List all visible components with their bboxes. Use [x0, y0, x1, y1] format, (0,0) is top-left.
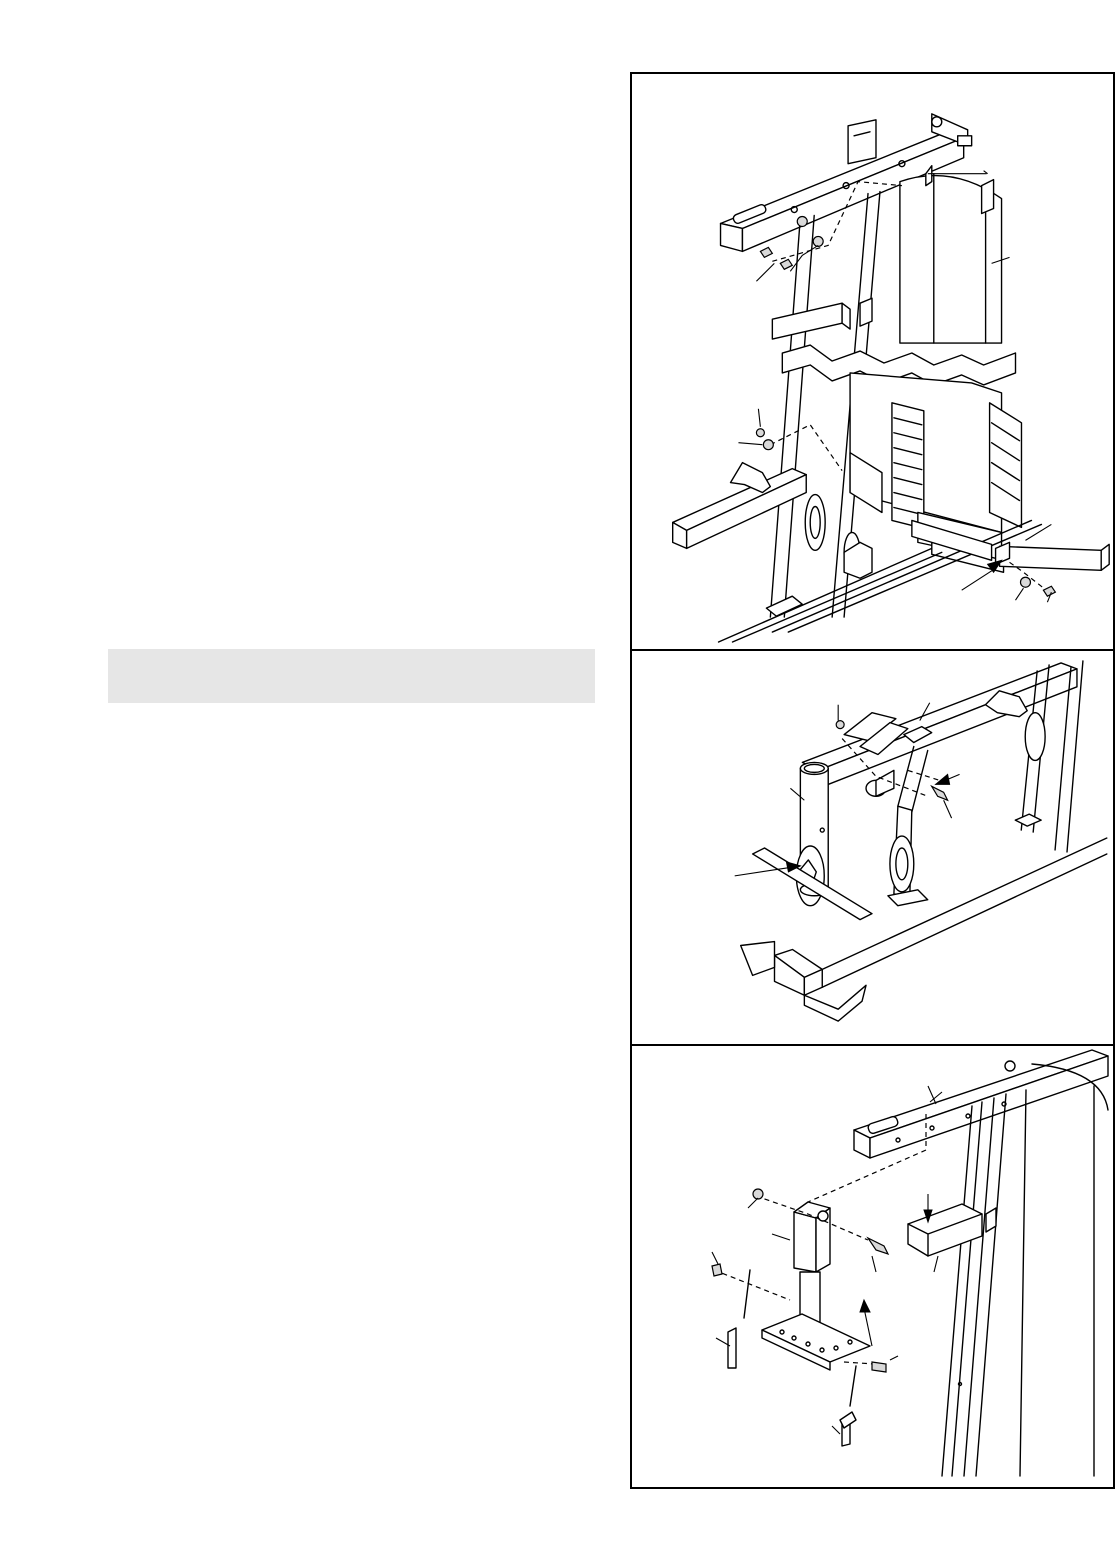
figure-stack: [630, 72, 1115, 1489]
weight-stack-shield: [900, 166, 1002, 343]
removable-post: [753, 762, 872, 919]
figure-3-drawing: [632, 1046, 1113, 1489]
figure-panel-3: [632, 1046, 1113, 1489]
figure-panel-1: [632, 74, 1113, 651]
frame-side: [802, 661, 1083, 852]
note-box: [108, 649, 595, 703]
figure-panel-2: [632, 651, 1113, 1046]
figure-1-drawing: [632, 74, 1113, 649]
frame-uprights: [908, 1086, 1094, 1476]
top-crossbar: [854, 1050, 1108, 1158]
figure-2-drawing: [632, 651, 1113, 1044]
bracket-assembly: [762, 1202, 870, 1370]
